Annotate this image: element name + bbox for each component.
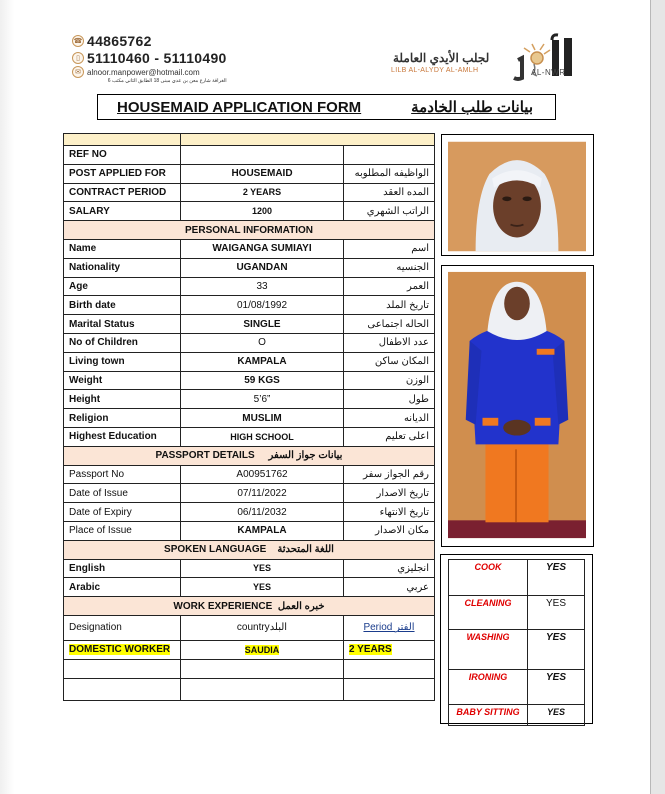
- logo-arabic-text: لجلب الأيدي العاملة: [393, 51, 490, 65]
- skill-name: COOK: [449, 560, 528, 596]
- row-label: Arabic: [64, 578, 181, 597]
- row-label: Marital Status: [64, 315, 181, 334]
- row-arabic-label: تاريخ الاصدار: [344, 484, 435, 503]
- row-arabic-label: الحاله اجتماعى: [344, 315, 435, 334]
- vertical-scrollbar[interactable]: [650, 0, 665, 794]
- skill-row: [449, 560, 585, 596]
- row-label: Date of Issue: [64, 484, 181, 503]
- mobile-icon: ▯: [72, 52, 84, 64]
- full-body-photo: [441, 265, 594, 547]
- section-heading: [64, 597, 435, 616]
- row-arabic-label: انجليزي: [344, 559, 435, 578]
- mobile-numbers: 51110460 - 51110490: [87, 49, 227, 66]
- row-arabic-label: طول: [344, 390, 435, 409]
- skill-name: WASHING: [449, 630, 528, 670]
- table-row: [64, 578, 435, 597]
- row-value: A00951762: [181, 465, 344, 484]
- portrait-image: [448, 140, 586, 253]
- table-row: [64, 521, 435, 540]
- row-value: 5’6”: [181, 390, 344, 409]
- table-row: [64, 427, 435, 446]
- row-arabic-label: رقم الجواز سفر: [344, 465, 435, 484]
- section-heading: PERSONAL INFORMATION: [64, 221, 435, 240]
- table-row: [64, 333, 435, 352]
- skill-value: YES: [528, 630, 585, 670]
- skill-value: YES: [528, 596, 585, 630]
- company-logo: [385, 32, 600, 82]
- table-row: [64, 258, 435, 277]
- top-cell: [64, 134, 181, 146]
- row-label: Date of Expiry: [64, 503, 181, 522]
- section-heading-en: WORK EXPERIENCE: [173, 600, 273, 612]
- row-value: 59 KGS: [181, 371, 344, 390]
- row-arabic-label: الوزن: [344, 371, 435, 390]
- row-arabic-label: المده العقد: [344, 183, 435, 202]
- row-value: 2 YEARS: [181, 183, 344, 202]
- section-heading-ar: بيانات جواز السفر: [268, 450, 343, 462]
- skill-name: IRONING: [449, 670, 528, 705]
- row-value: UGANDAN: [181, 258, 344, 277]
- row-value: YES: [181, 578, 344, 597]
- skills-table: [448, 559, 585, 726]
- office-address: الغرافة شارع معن بن عدي مبنى 18 الطابق الثاني مكتب 6: [107, 78, 227, 84]
- application-table: [63, 133, 435, 701]
- email-row: [72, 66, 227, 78]
- landline-number: 44865762: [87, 32, 152, 49]
- row-label: Place of Issue: [64, 521, 181, 540]
- column-header-designation: Designation: [64, 615, 181, 640]
- designation-text: DOMESTIC WORKER: [69, 644, 171, 656]
- form-title-english: HOUSEMAID APPLICATION FORM: [117, 99, 362, 116]
- table-row: [64, 559, 435, 578]
- portrait-photo: [441, 134, 594, 256]
- skill-value: YES: [528, 560, 585, 596]
- page-shadow: [0, 0, 14, 794]
- row-label: Birth date: [64, 296, 181, 315]
- column-header-country: countryالبلد: [181, 615, 344, 640]
- experience-country: [181, 678, 344, 700]
- table-row-post: [64, 164, 435, 183]
- row-label: Living town: [64, 352, 181, 371]
- phone-icon: ☎: [72, 35, 84, 47]
- table-row: [64, 296, 435, 315]
- table-row: [64, 390, 435, 409]
- section-heading-en: SPOKEN LANGUAGE: [164, 544, 267, 556]
- row-arabic-label: مكان الاصدار: [344, 521, 435, 540]
- period-text: 2 YEARS: [349, 644, 392, 656]
- country-text: SAUDIA: [244, 644, 280, 655]
- row-value: 06/11/2032: [181, 503, 344, 522]
- experience-period: [344, 678, 435, 700]
- row-value: YES: [181, 559, 344, 578]
- row-value: KAMPALA: [181, 352, 344, 371]
- row-value: WAIGANGA SUMIAYI: [181, 239, 344, 258]
- row-value: 07/11/2022: [181, 484, 344, 503]
- row-value: [181, 146, 344, 165]
- table-row: [64, 465, 435, 484]
- row-arabic-label: تاريخ الملد: [344, 296, 435, 315]
- section-heading: [64, 446, 435, 465]
- table-row-contract: [64, 183, 435, 202]
- skill-row: [449, 670, 585, 705]
- table-row-ref-no: [64, 146, 435, 165]
- mobile-row: [72, 49, 227, 66]
- row-arabic-label: عربي: [344, 578, 435, 597]
- table-row: [64, 371, 435, 390]
- experience-designation: [64, 659, 181, 678]
- row-value: O: [181, 333, 344, 352]
- experience-row: [64, 659, 435, 678]
- section-heading: [64, 540, 435, 559]
- section-passport-details: [64, 446, 435, 465]
- row-label: Highest Education: [64, 427, 181, 446]
- skill-row: [449, 630, 585, 670]
- row-value: HOUSEMAID: [181, 164, 344, 183]
- row-arabic-label: العمر: [344, 277, 435, 296]
- row-label: Passport No: [64, 465, 181, 484]
- skill-value: YES: [528, 705, 585, 726]
- landline-row: [72, 32, 227, 49]
- row-label: CONTRACT PERIOD: [64, 183, 181, 202]
- experience-country: [181, 659, 344, 678]
- row-arabic-label: المكان ساكن: [344, 352, 435, 371]
- row-label: Weight: [64, 371, 181, 390]
- row-arabic-label: اعلى تعليم: [344, 427, 435, 446]
- row-label: Nationality: [64, 258, 181, 277]
- section-heading-ar: خبره العمل: [277, 600, 325, 612]
- section-heading-ar: اللغة المتحدثة: [277, 544, 334, 556]
- table-row: [64, 409, 435, 428]
- row-label: English: [64, 559, 181, 578]
- experience-row: [64, 640, 435, 659]
- skill-row: [449, 705, 585, 726]
- row-arabic-label: [344, 146, 435, 165]
- experience-designation: [64, 678, 181, 700]
- row-value: 33: [181, 277, 344, 296]
- skill-name: CLEANING: [449, 596, 528, 630]
- row-label: Religion: [64, 409, 181, 428]
- skill-row: [449, 596, 585, 630]
- period-header-text: Period الفتر: [363, 622, 415, 634]
- table-row-salary: [64, 202, 435, 221]
- section-spoken-language: [64, 540, 435, 559]
- row-arabic-label: الراتب الشهري: [344, 202, 435, 221]
- row-value: MUSLIM: [181, 409, 344, 428]
- row-label: Height: [64, 390, 181, 409]
- logo-brand-text: AL-NWR: [531, 68, 566, 77]
- form-title-arabic: بيانات طلب الخادمة: [411, 99, 533, 116]
- row-value: KAMPALA: [181, 521, 344, 540]
- experience-period: [344, 659, 435, 678]
- section-heading-en: PASSPORT DETAILS: [155, 450, 255, 462]
- row-value: 1200: [181, 202, 344, 221]
- full-body-image: [448, 270, 586, 540]
- row-label: SALARY: [64, 202, 181, 221]
- experience-row: [64, 678, 435, 700]
- table-row: [64, 503, 435, 522]
- row-value: SINGLE: [181, 315, 344, 334]
- email-icon: ✉: [72, 66, 84, 78]
- experience-header-row: [64, 615, 435, 640]
- experience-period: [344, 640, 435, 659]
- row-value: 01/08/1992: [181, 296, 344, 315]
- row-arabic-label: الديانه: [344, 409, 435, 428]
- section-work-experience: [64, 597, 435, 616]
- section-personal-information: [64, 221, 435, 240]
- table-row: [64, 315, 435, 334]
- column-header-period: [344, 615, 435, 640]
- top-cell: [181, 134, 435, 146]
- row-arabic-label: عدد الاطفال: [344, 333, 435, 352]
- experience-country: [181, 640, 344, 659]
- table-row: [64, 484, 435, 503]
- row-label: No of Children: [64, 333, 181, 352]
- skill-value: YES: [528, 670, 585, 705]
- row-arabic-label: الجنسيه: [344, 258, 435, 277]
- row-arabic-label: تاريخ الانتهاء: [344, 503, 435, 522]
- row-label: REF NO: [64, 146, 181, 165]
- table-row: [64, 277, 435, 296]
- table-row: [64, 239, 435, 258]
- contact-info: [72, 32, 227, 84]
- logo-latin-text: LILB AL-ALYDY AL-AMLH: [391, 67, 479, 74]
- experience-designation: [64, 640, 181, 659]
- skill-name: BABY SITTING: [449, 705, 528, 726]
- row-label: Age: [64, 277, 181, 296]
- form-title-box: [97, 94, 556, 120]
- table-row: [64, 352, 435, 371]
- row-arabic-label: اسم: [344, 239, 435, 258]
- row-value: HIGH SCHOOL: [181, 427, 344, 446]
- skills-box: [440, 554, 593, 724]
- row-label: POST APPLIED FOR: [64, 164, 181, 183]
- row-arabic-label: الواظيفه المطلوبه: [344, 164, 435, 183]
- email-address: alnoor.manpower@hotmail.com: [87, 67, 200, 77]
- table-top-row: [64, 134, 435, 146]
- row-label: Name: [64, 239, 181, 258]
